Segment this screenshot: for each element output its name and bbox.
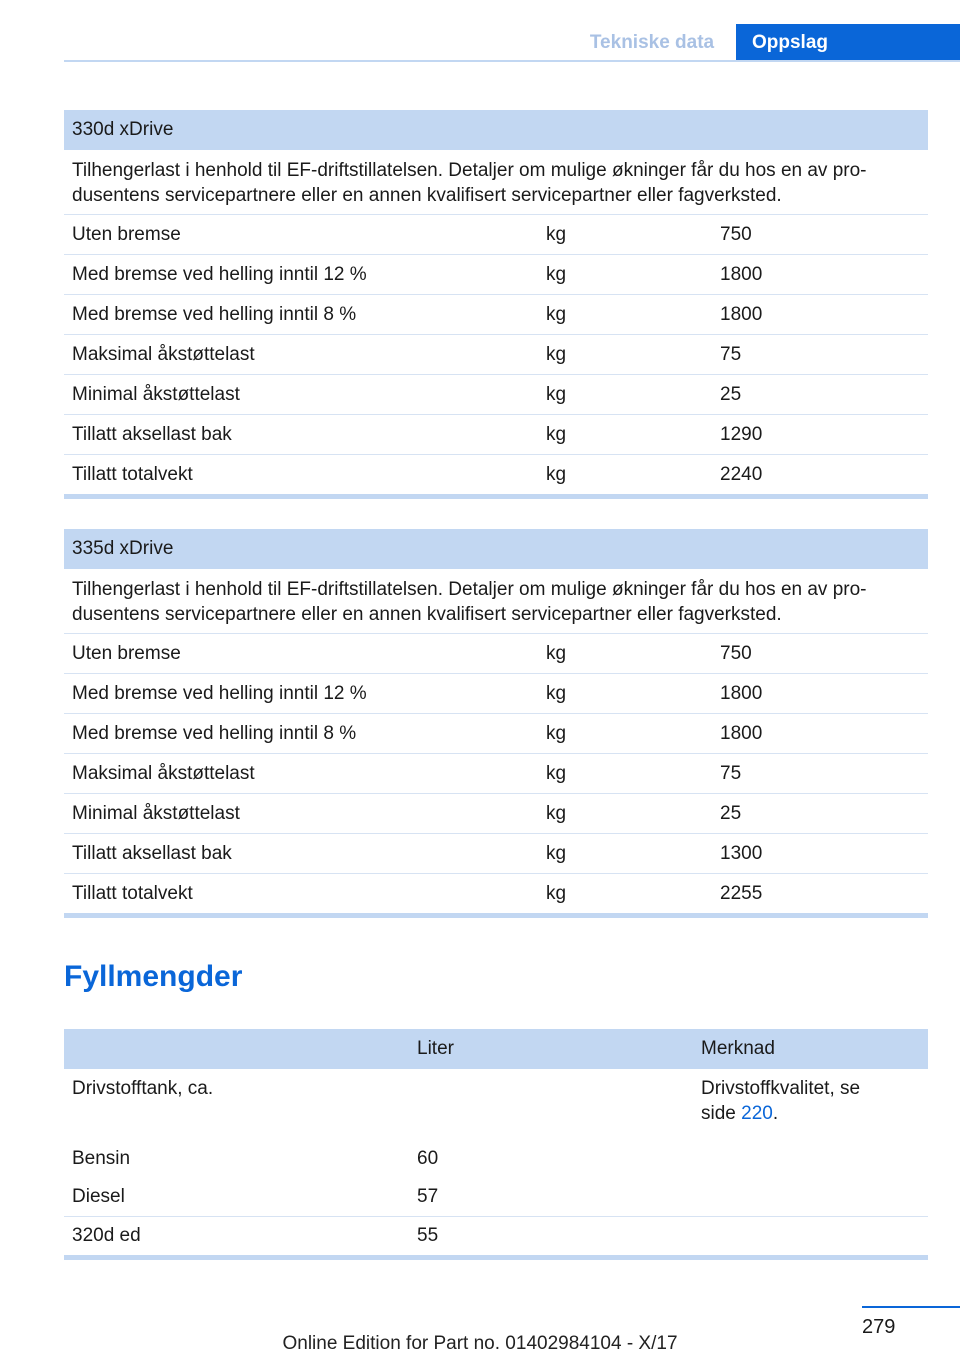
table-row [64, 1216, 928, 1255]
table-row [64, 714, 928, 754]
row-label: Diesel [72, 1186, 125, 1207]
table-row [64, 255, 928, 295]
row-label: Med bremse ved helling inntil 12 % [72, 683, 367, 704]
row-label: Drivstofftank, ca. [72, 1078, 214, 1099]
row-unit: kg [546, 683, 567, 704]
table-row [64, 874, 928, 913]
row-label: Uten bremse [72, 224, 181, 245]
row-label: Med bremse ved helling inntil 12 % [72, 264, 367, 285]
row-note [693, 1217, 928, 1255]
row-note [693, 1076, 928, 1140]
header-cell-empty [64, 1029, 409, 1069]
table-row [64, 215, 928, 255]
table-row [64, 375, 928, 415]
row-unit: kg [546, 304, 567, 325]
table-header-row [64, 1029, 928, 1069]
table-row [64, 335, 928, 375]
table-row [64, 794, 928, 834]
row-liter: 57 [417, 1186, 439, 1207]
row-value: 1800 [720, 264, 763, 285]
row-liter [409, 1076, 693, 1140]
row-value: 75 [720, 344, 742, 365]
row-unit: kg [546, 424, 567, 445]
table-row [64, 674, 928, 714]
row-note [693, 1140, 928, 1178]
row-label: Tillatt aksellast bak [72, 843, 232, 864]
row-unit: kg [546, 883, 567, 904]
row-unit: kg [546, 763, 567, 784]
table-row [64, 295, 928, 335]
header-tab-tekniske-data[interactable]: Tekniske data [589, 32, 715, 53]
fill-quantities-table [64, 1029, 928, 1260]
row-label: Uten bremse [72, 643, 181, 664]
row-unit: kg [546, 643, 567, 664]
row-value: 1300 [720, 843, 763, 864]
row-unit: kg [546, 723, 567, 744]
row-value: 750 [720, 224, 752, 245]
row-value: 1800 [720, 683, 763, 704]
row-label: 320d ed [72, 1225, 141, 1246]
row-value: 1800 [720, 304, 763, 325]
page-reference-link[interactable]: 220 [741, 1103, 773, 1124]
row-unit: kg [546, 464, 567, 485]
row-label: Minimal åkstøttelast [72, 803, 240, 824]
row-liter: 60 [417, 1148, 439, 1169]
note-suffix: . [772, 1103, 779, 1124]
row-value: 1800 [720, 723, 763, 744]
row-unit: kg [546, 224, 567, 245]
row-label: Med bremse ved helling inntil 8 % [72, 304, 357, 325]
row-label: Bensin [72, 1148, 131, 1169]
table-row [64, 1069, 928, 1140]
row-label: Tillatt totalvekt [72, 464, 193, 485]
row-label: Maksimal åkstøttelast [72, 344, 255, 365]
row-value: 25 [720, 803, 742, 824]
table-row [64, 455, 928, 494]
row-unit: kg [546, 843, 567, 864]
table-row [64, 834, 928, 874]
footer-edition: Online Edition for Part no. 01402984104 - X/17 [282, 1333, 678, 1354]
header-cell-merknad: Merknad [701, 1038, 775, 1059]
table-row [64, 634, 928, 674]
row-value: 2240 [720, 464, 763, 485]
trailer-load-table-330d [64, 110, 928, 499]
table-title: 330d xDrive [64, 110, 928, 150]
table-description: Tilhengerlast i henhold til EF-driftstillatelsen. Detaljer om mulige økninger får du hos en av pro-dusentens servicepartnere eller en annen kvalifisert servicepartner eller fagverksted. [64, 150, 928, 215]
header-tab-oppslag[interactable]: Oppslag [736, 24, 960, 62]
row-label: Tillatt aksellast bak [72, 424, 232, 445]
table-row [64, 1140, 928, 1178]
page-number: 279 [862, 1316, 896, 1338]
footer-divider [862, 1306, 960, 1308]
note-text: Drivstoffkvalitet, se [701, 1078, 861, 1099]
row-label: Minimal åkstøttelast [72, 384, 240, 405]
row-label: Maksimal åkstøttelast [72, 763, 255, 784]
row-label: Tillatt totalvekt [72, 883, 193, 904]
row-value: 1290 [720, 424, 763, 445]
table-row [64, 754, 928, 794]
row-unit: kg [546, 803, 567, 824]
row-unit: kg [546, 264, 567, 285]
row-unit: kg [546, 344, 567, 365]
table-description: Tilhengerlast i henhold til EF-driftstillatelsen. Detaljer om mulige økninger får du hos en av pro-dusentens servicepartnere eller en annen kvalifisert servicepartner eller fagverksted. [64, 569, 928, 634]
table-row [64, 1178, 928, 1216]
note-prefix: side [701, 1103, 736, 1124]
header-divider [64, 60, 960, 62]
table-title: 335d xDrive [64, 529, 928, 569]
row-note [693, 1178, 928, 1216]
row-value: 2255 [720, 883, 763, 904]
row-label: Med bremse ved helling inntil 8 % [72, 723, 357, 744]
row-value: 75 [720, 763, 742, 784]
trailer-load-table-335d [64, 529, 928, 918]
table-row [64, 415, 928, 455]
row-value: 750 [720, 643, 752, 664]
row-value: 25 [720, 384, 742, 405]
header-cell-liter: Liter [417, 1038, 454, 1059]
row-unit: kg [546, 384, 567, 405]
row-liter: 55 [417, 1225, 439, 1246]
section-title-fyllmengder: Fyllmengder [64, 960, 243, 993]
